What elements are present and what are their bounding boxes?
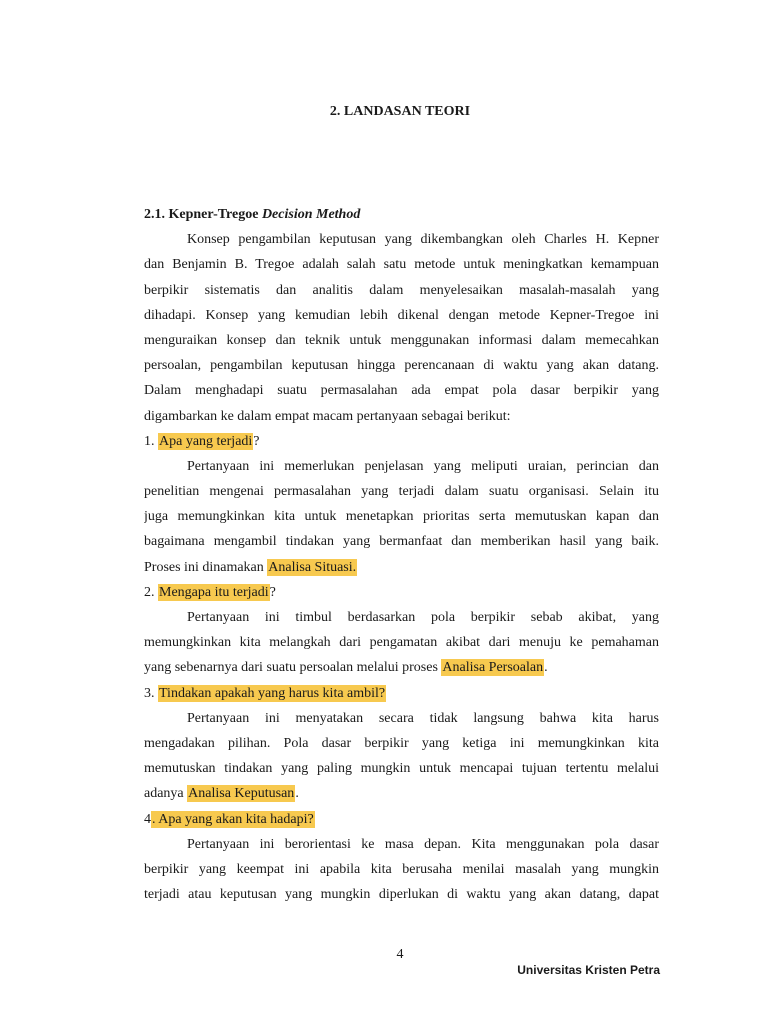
term-highlight: Analisa Persoalan xyxy=(442,660,544,676)
intro-line: Dalam menghadapi suatu permasalahan ada empat pola dasar berpikir yang xyxy=(144,383,659,399)
answer-line: Pertanyaan ini menyatakan secara tidak langsung bahwa kita harus xyxy=(187,710,659,726)
question-highlight: Tindakan apakah yang harus kita ambil? xyxy=(159,685,386,701)
answer-line: Pertanyaan ini memerlukan penjelasan yang meliputi uraian, perincian dan xyxy=(187,458,659,474)
question-2 xyxy=(144,580,659,605)
intro-line: Konsep pengambilan keputusan yang dikembangkan oleh Charles H. Kepner xyxy=(187,232,659,248)
intro-line: menguraikan konsep dan teknik untuk menggunakan informasi dalam memecahkan xyxy=(144,332,659,348)
question-number: 2. xyxy=(144,584,158,600)
intro-line: dan Benjamin B. Tregoe adalah salah satu metode untuk meningkatkan kemampuan xyxy=(144,257,659,273)
answer-line-last xyxy=(144,655,659,680)
intro-line: digambarkan ke dalam empat macam pertanyaan sebagai berikut: xyxy=(144,408,511,424)
answer-line: penelitian mengenai permasalahan yang terjadi dalam suatu organisasi. Selain itu xyxy=(144,484,659,500)
page-title: 2. LANDASAN TEORI xyxy=(329,104,471,119)
intro-line: berpikir sistematis dan analitis dalam menyelesaikan masalah-masalah yang xyxy=(144,282,659,298)
page-number: 4 xyxy=(396,947,404,962)
answer-text: adanya xyxy=(144,786,188,802)
question-3 xyxy=(144,681,659,706)
question-4 xyxy=(144,807,659,832)
term-highlight: Analisa Keputusan xyxy=(188,786,295,802)
answer-text: yang sebenarnya dari suatu persoalan melalui proses xyxy=(144,660,442,676)
answer-line: berpikir yang keempat ini apabila kita berusaha menilai masalah yang mungkin xyxy=(144,861,659,877)
question-highlight: . Apa yang akan kita hadapi? xyxy=(152,811,314,827)
question-number: 1. xyxy=(144,433,158,449)
answer-line: memutuskan tindakan yang paling mungkin untuk mencapai tujuan tertentu melalui xyxy=(144,761,659,777)
section-heading xyxy=(144,202,659,227)
intro-line: persoalan, pengambilan keputusan hingga perencanaan di waktu yang akan datang. xyxy=(144,358,659,374)
answer-line-last xyxy=(144,555,659,580)
answer-line: memungkinkan kita melangkah dari pengamatan akibat dari menuju ke pemahaman xyxy=(144,635,659,651)
section-number: 2.1. xyxy=(144,207,165,222)
footer-institution: Universitas Kristen Petra xyxy=(517,963,660,977)
question-highlight: Mengapa itu terjadi xyxy=(159,584,269,600)
question-suffix: ? xyxy=(253,433,260,449)
question-number: 4 xyxy=(144,811,151,827)
answer-line: mengadakan pilihan. Pola dasar berpikir yang ketiga ini memungkinkan kita xyxy=(144,735,659,751)
section-title-italic: Decision Method xyxy=(261,207,361,222)
intro-line: dihadapi. Konsep yang kemudian lebih dikenal dengan metode Kepner-Tregoe ini xyxy=(144,307,659,323)
document-body xyxy=(144,202,659,907)
answer-suffix: . xyxy=(295,786,299,802)
answer-line: Pertanyaan ini timbul berdasarkan pola berpikir sebab akibat, yang xyxy=(187,610,659,625)
section-title: Kepner-Tregoe xyxy=(168,207,259,222)
answer-line: terjadi atau keputusan yang mungkin diperlukan di waktu yang akan datang, dapat xyxy=(144,887,659,903)
question-number: 3. xyxy=(144,685,158,701)
question-suffix: ? xyxy=(269,584,276,600)
term-highlight: Analisa Situasi. xyxy=(268,559,357,575)
answer-line: juga memungkinkan kita untuk menetapkan prioritas serta memutuskan kapan dan xyxy=(144,509,659,525)
answer-line: Pertanyaan ini berorientasi ke masa depan. Kita menggunakan pola dasar xyxy=(187,836,659,852)
answer-suffix: . xyxy=(544,660,548,676)
answer-line: bagaimana mengambil tindakan yang bermanfaat dan memberikan hasil yang baik. xyxy=(144,534,659,550)
answer-text: Proses ini dinamakan xyxy=(144,559,268,575)
answer-line-last xyxy=(144,781,659,806)
question-1 xyxy=(144,429,659,454)
question-highlight: Apa yang terjadi xyxy=(159,433,253,449)
